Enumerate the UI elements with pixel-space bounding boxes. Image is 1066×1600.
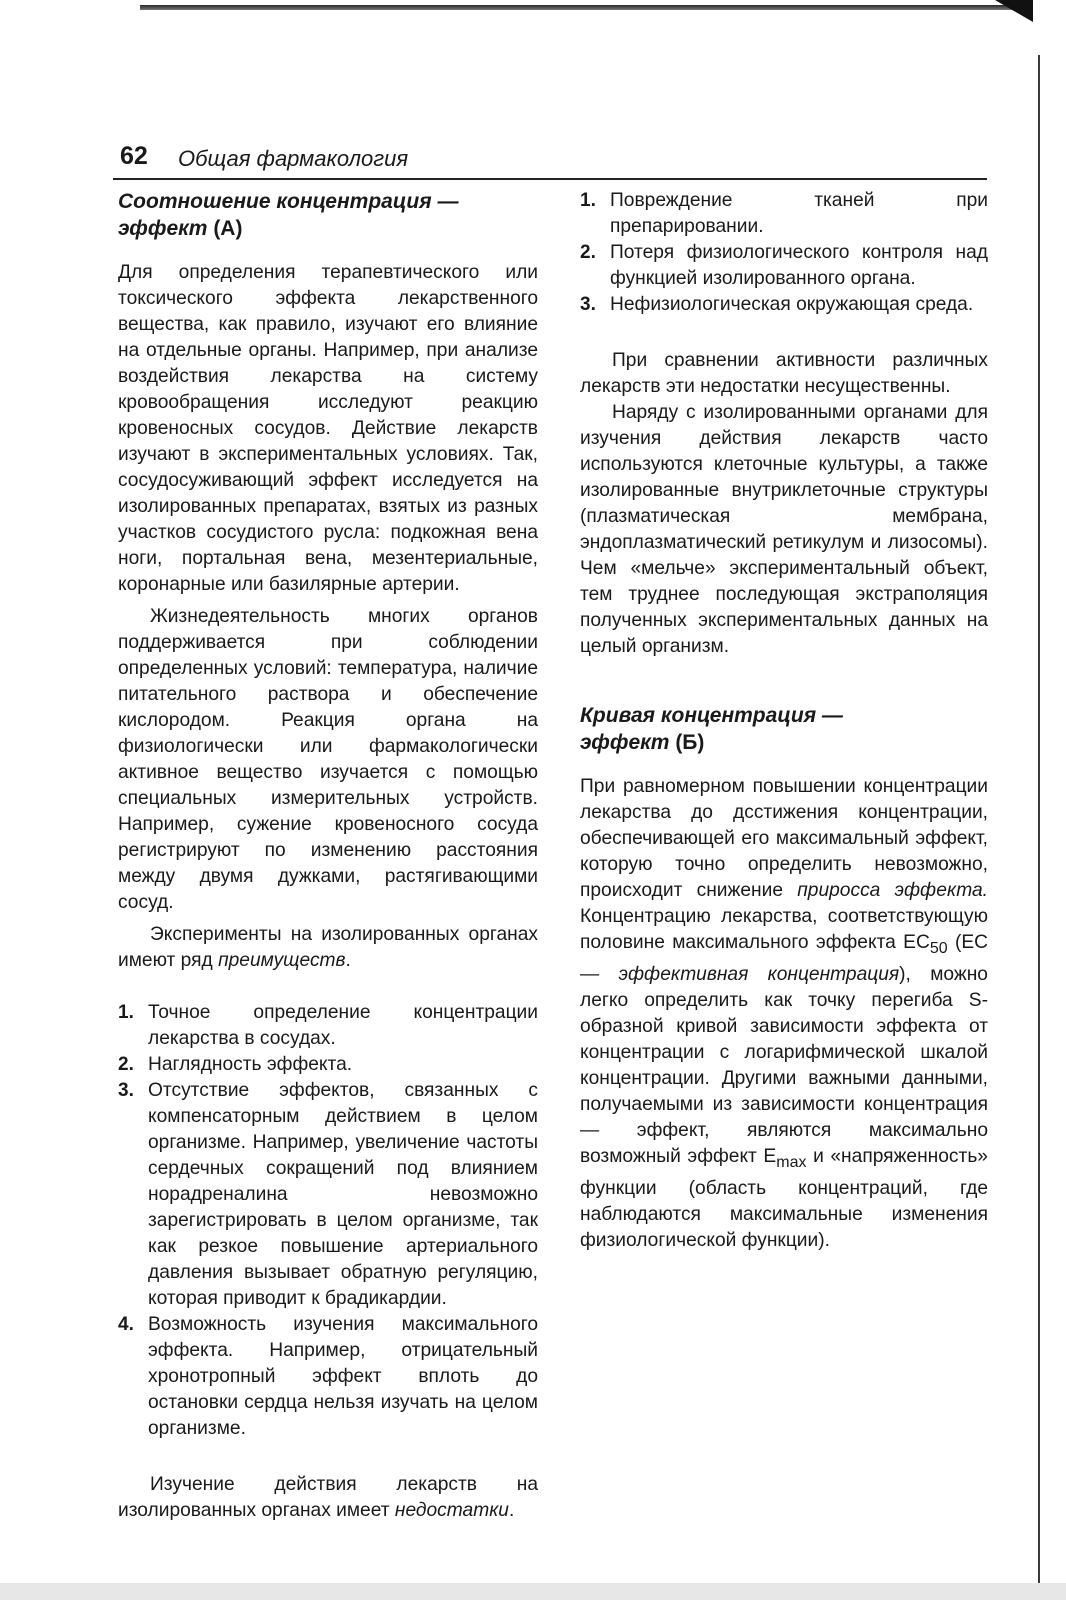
list-item: 2. Наглядность эффекта. xyxy=(118,1054,353,1075)
list-item: 1. Точное определение концентрации лекарства в сосудах. xyxy=(118,1002,538,1049)
left-column xyxy=(118,188,538,1524)
paragraph-2: Жизнедеятельность многих органов поддерживается при соблюдении определенных условий: температура, наличие питательного раствора и обеспечение кислородом. Реакция органа на физиологически или фармакологически активное вещество изучается с помощью специальных измерительных устройств. Например, сужение кровеносного сосуда регистрируют по изменению расстояния между двумя дужками, растягивающими сосуд. xyxy=(118,606,538,913)
paragraph-3: Эксперименты на изолированных органах имеют ряд преимуществ. xyxy=(118,924,538,971)
paragraph-6: Наряду с изолированными органами для изучения действия лекарств часто используются клеточные культуры, а также изолированные внутриклеточные структуры (плазматическая мембрана, эндоплазматический ретикулум и лизосомы). Чем «мельче» экспериментальный объект, тем труднее последующая экстраполяция полученных экспериментальных данных на целый организм. xyxy=(580,402,988,657)
section-heading-b xyxy=(580,702,988,756)
heading-b-line2: эффект xyxy=(580,731,670,754)
paragraph-5: При сравнении активности различных лекарств эти недостатки несущественны. xyxy=(580,350,988,397)
paragraph-4: Изучение действия лекарств на изолированных органах имеет недостатки. xyxy=(118,1474,538,1521)
scan-corner-mark xyxy=(995,0,1033,22)
heading-b-line1: Кривая концентрация — xyxy=(580,704,843,727)
list-item: 3. Отсутствие эффектов, связанных с компенсаторным действием в целом организме. Например, увеличение частоты сердечных сокращений под влиянием норадреналина невозможно зарегистрировать в целом организме, так как резкое повышение артериального давления вызывает обратную регуляцию, которая приводит к брадикардии. xyxy=(118,1080,538,1309)
right-column xyxy=(580,188,988,1254)
advantages-list xyxy=(118,1000,538,1442)
header-rule xyxy=(113,178,987,180)
paragraph-7: При равномерном повышении концентрации лекарства до дсстижения концентрации, обеспечивающей его максимальный эффект, которую точно определить невозможно, происходит снижение приросса эффекта. Концентрацию лекарства, соответствующую половине максимального эффекта $EC_{50}$ (EC — эффективная концентрация), можно легко определить как точку перегиба S-образной кривой зависимости эффекта от концентрации с логарифмической шкалой концентрации. Другими важными данными, получаемыми из зависимости концентрация — эффект, являются максимально возможный эффект $E_{max}$ и «напряженность» функции (область концентраций, где наблюдаются максимальные изменения физиологической функции). xyxy=(580,776,988,1251)
page-number: 62 xyxy=(120,142,148,170)
section-heading-a xyxy=(118,188,538,242)
heading-a-letter: (А) xyxy=(213,217,243,240)
list-item: 2. Потеря физиологического контроля над функцией изолированного органа. xyxy=(580,242,988,289)
heading-b-letter: (Б) xyxy=(675,731,705,754)
scan-top-edge xyxy=(140,5,1020,10)
scan-right-edge xyxy=(1038,55,1040,1590)
heading-a-line1: Соотношение концентрация — xyxy=(118,190,459,213)
heading-a-line2: эффект xyxy=(118,217,208,240)
disadvantages-list xyxy=(580,188,988,318)
list-item: 4. Возможность изучения максимального эффекта. Например, отрицательный хронотропный эффект вплоть до остановки сердца нельзя изучать на целом организме. xyxy=(118,1314,538,1439)
page-header xyxy=(120,142,1000,178)
list-item: 1. Повреждение тканей при препарировании. xyxy=(580,190,988,237)
list-item: 3. Нефизиологическая окружающая среда. xyxy=(580,294,974,315)
running-title: Общая фармакология xyxy=(178,146,409,171)
paragraph-1: Для определения терапевтического или токсического эффекта лекарственного вещества, как правило, изучают его влияние на отдельные органы. Например, при анализе воздействия лекарства на систему кровообращения исследуют реакцию кровеносных сосудов. Действие лекарств изучают в экспериментальных условиях. Так, сосудосуживающий эффект исследуется на изолированных препаратах, взятых из разных участков сосудистого русла: подкожная вена ноги, портальная вена, мезентериальные, коронарные или базилярные артерии. xyxy=(118,262,538,595)
scan-bottom-edge xyxy=(0,1583,1066,1600)
